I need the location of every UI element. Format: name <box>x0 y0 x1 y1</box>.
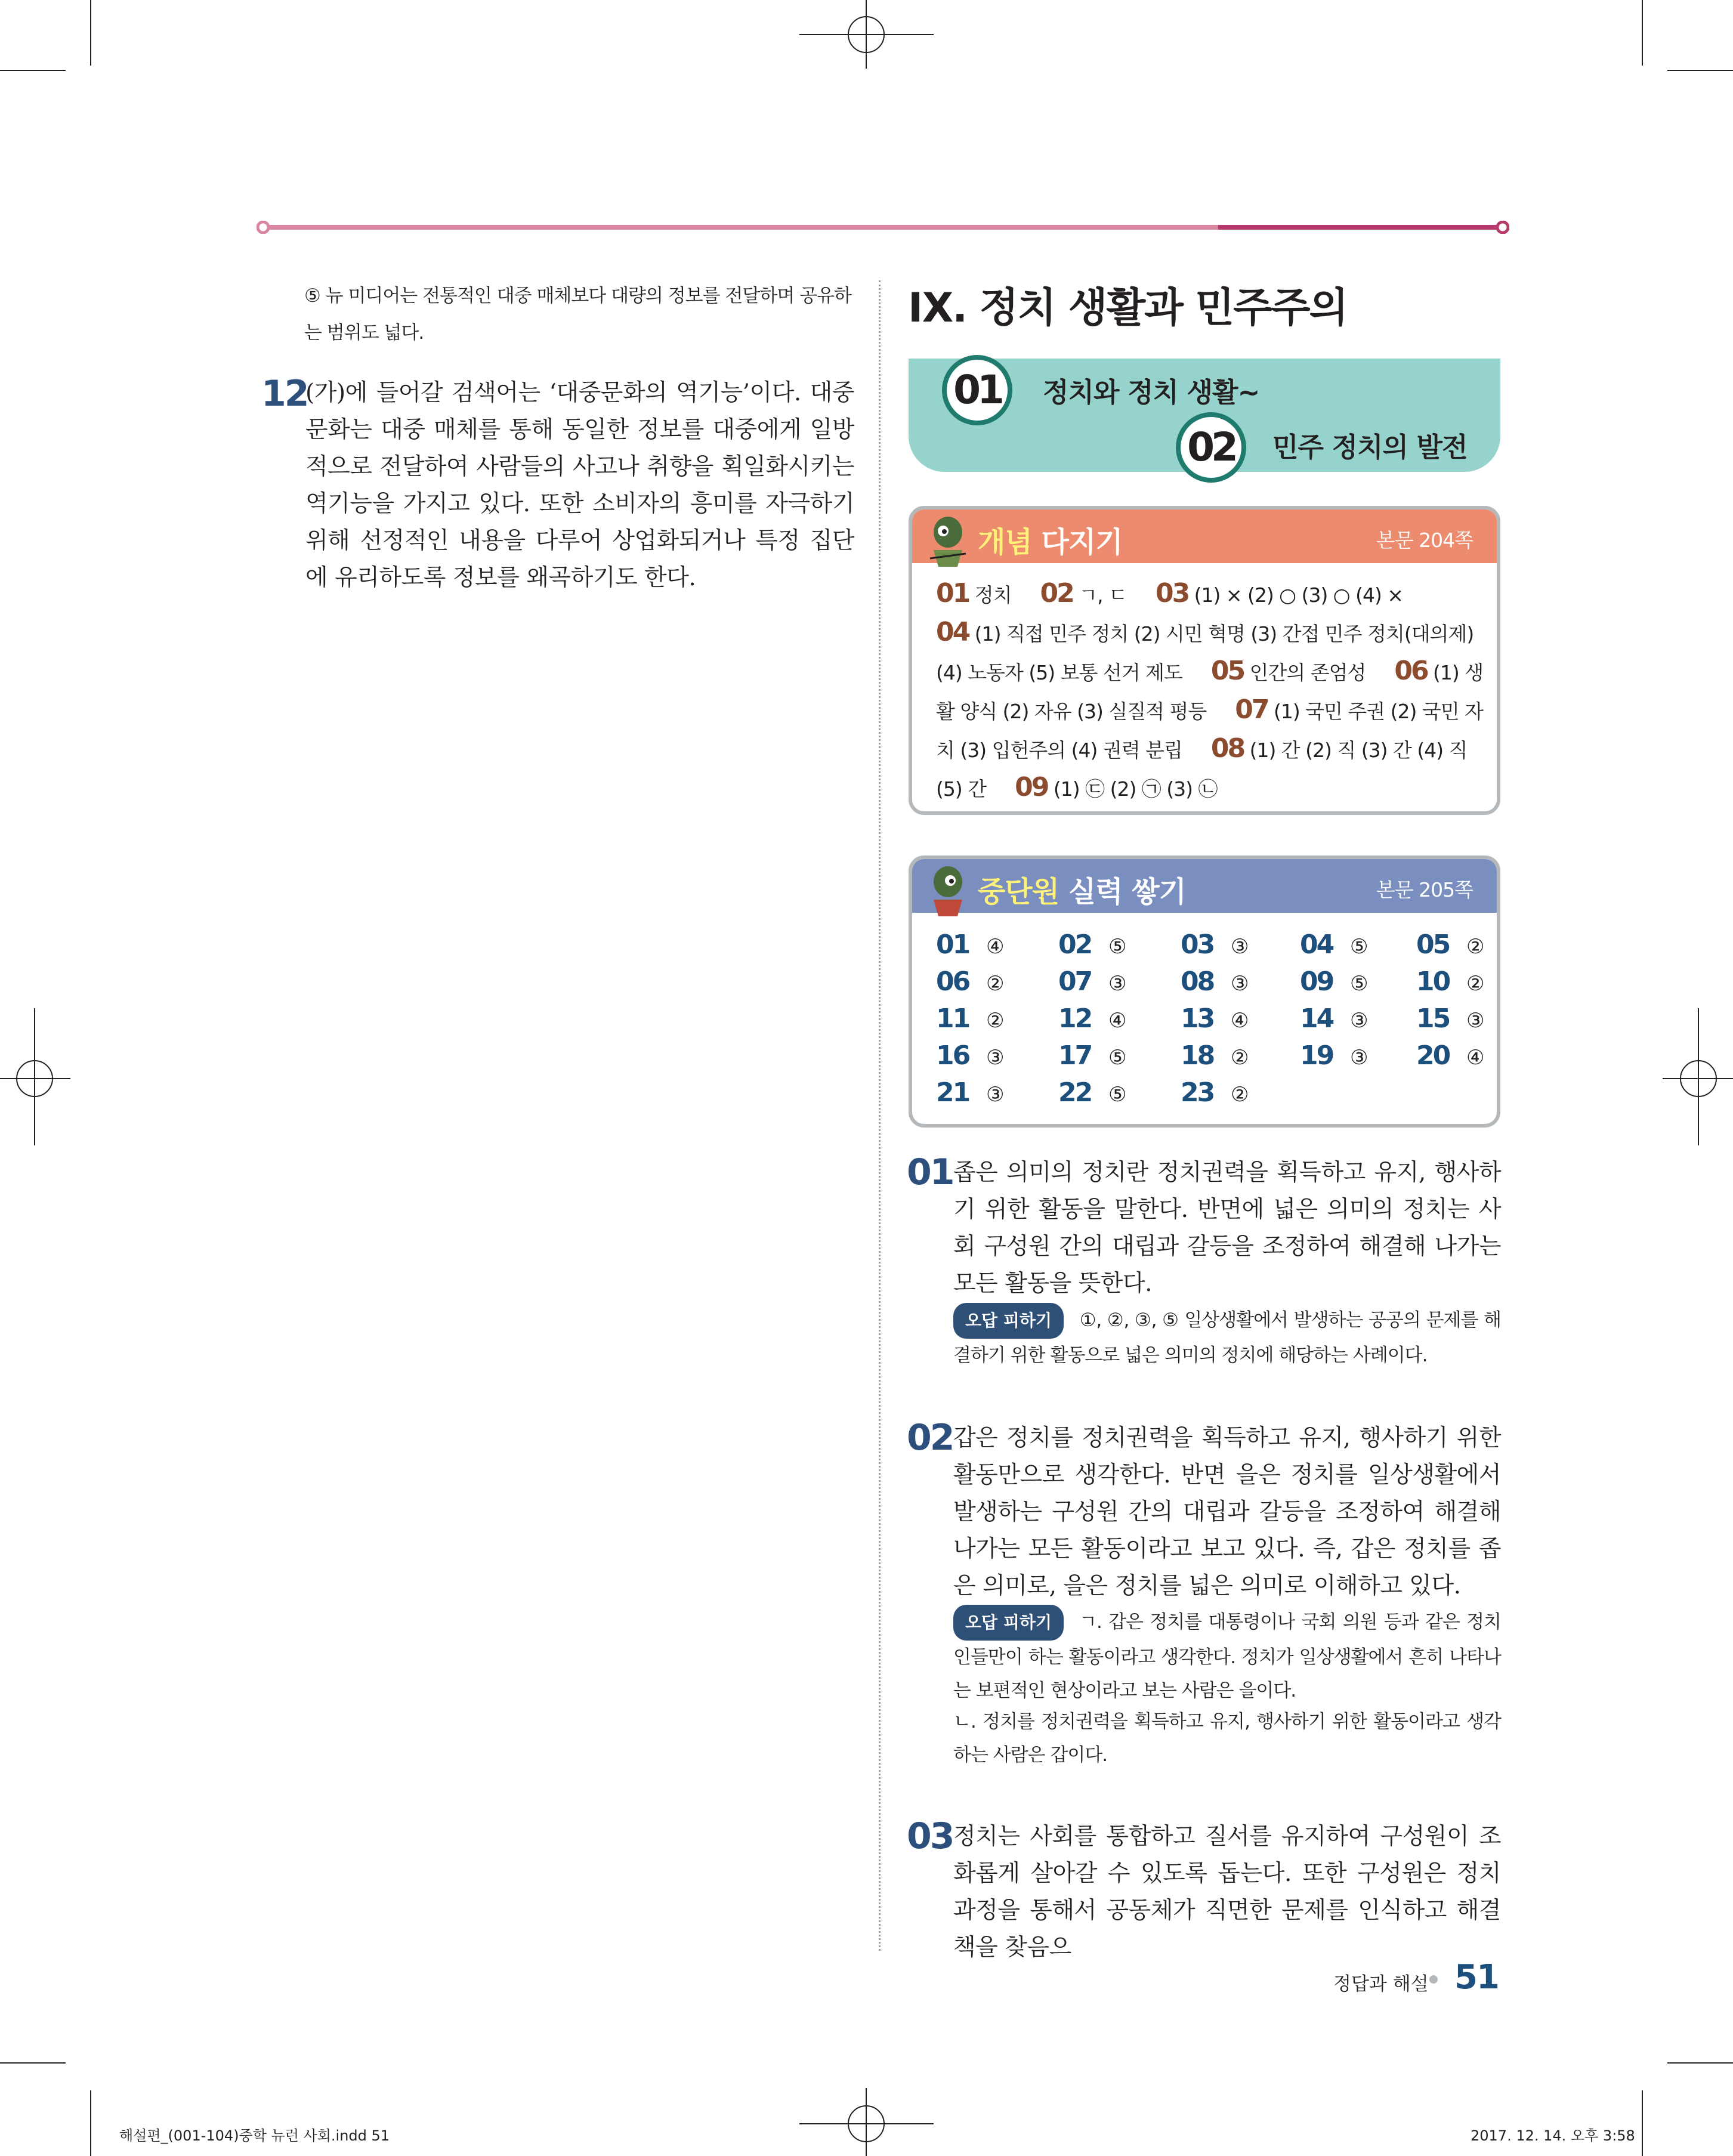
concept-answer-number: 03 <box>1155 578 1189 609</box>
unit-number-1: 01 <box>942 355 1012 425</box>
concept-answer-text: (1) 간 (2) 직 (3) 간 (4) 직 <box>1244 739 1468 762</box>
unit-number-2: 02 <box>1176 412 1246 483</box>
midterm-answer-choice: ⑤ <box>1102 1083 1127 1107</box>
midterm-answer-number: 22 <box>1058 1077 1092 1108</box>
midterm-answer-number: 12 <box>1058 1003 1092 1034</box>
midterm-answer-22 <box>1058 1077 1127 1108</box>
section-title: Ⅸ. 정치 생활과 민주주의 <box>908 285 1348 332</box>
midterm-page-ref: 본문 205쪽 <box>1376 878 1473 901</box>
explanation-01-wrong-answer <box>953 1303 1501 1372</box>
column-divider <box>879 280 881 1951</box>
mascot-icon <box>924 514 972 568</box>
explanation-number-03: 03 <box>907 1815 953 1857</box>
concept-answer-text: (1) 국민 주권 (2) 국민 자 <box>1268 700 1484 723</box>
midterm-answer-13 <box>1181 1003 1249 1034</box>
concept-answer-number: 05 <box>1210 656 1244 686</box>
midterm-answer-number: 21 <box>936 1077 969 1108</box>
concept-answer-number: 02 <box>1040 578 1073 609</box>
page-number: 51 <box>1454 1958 1499 1997</box>
concept-answer-text: ㄱ, ㄷ <box>1073 583 1127 607</box>
midterm-answer-number: 05 <box>1416 929 1450 960</box>
midterm-answer-number: 18 <box>1181 1040 1214 1071</box>
concept-check-title <box>978 519 1123 560</box>
midterm-answer-15 <box>1416 1003 1485 1034</box>
concept-check-page-ref: 본문 204쪽 <box>1376 529 1473 552</box>
midterm-title-a: 중단원 <box>978 875 1059 909</box>
midterm-answer-number: 06 <box>936 966 969 997</box>
explanation-01-text: 좁은 의미의 정치란 정치권력을 획득하고 유지, 행사하기 위한 활동을 말한다. 반면에 넓은 의미의 정치는 사회 구성원 간의 대립과 갈등을 조정하여 해결해 나가는 모든 활동을 뜻한다. <box>953 1159 1501 1297</box>
midterm-title-b: 실력 쌓기 <box>1068 875 1187 909</box>
concept-answer-text: 정치 <box>969 583 1012 607</box>
midterm-answer-02 <box>1058 929 1127 960</box>
midterm-answer-09 <box>1300 966 1369 997</box>
midterm-answer-04 <box>1300 929 1369 960</box>
concept-answer-line <box>936 653 1484 691</box>
concept-check-answers <box>936 575 1484 808</box>
midterm-answer-choice: ⑤ <box>1343 935 1369 959</box>
question-number-12: 12 <box>261 373 308 415</box>
midterm-answer-choice: ③ <box>980 1046 1005 1070</box>
midterm-answer-choice: ③ <box>1102 972 1127 996</box>
midterm-answer-20 <box>1416 1040 1485 1071</box>
midterm-answer-11 <box>936 1003 1005 1034</box>
concept-answer-text: 치 (3) 입헌주의 (4) 권력 분립 <box>936 739 1182 762</box>
midterm-answer-21 <box>936 1077 1005 1108</box>
midterm-answer-choice: ⑤ <box>1102 935 1127 959</box>
midterm-answer-number: 08 <box>1181 966 1214 997</box>
unit-title-2: 민주 정치의 발전 <box>1272 431 1468 463</box>
midterm-answer-choice: ③ <box>1224 972 1249 996</box>
concept-check-box <box>909 506 1500 815</box>
concept-answer-number: 01 <box>936 578 969 609</box>
midterm-answer-number: 10 <box>1416 966 1450 997</box>
midterm-answer-number: 09 <box>1300 966 1333 997</box>
midterm-answer-choice: ② <box>1460 935 1485 959</box>
midterm-answer-17 <box>1058 1040 1127 1071</box>
concept-answer-text: 활 양식 (2) 자유 (3) 실질적 평등 <box>936 700 1207 723</box>
midterm-answer-choice: ② <box>1224 1046 1249 1070</box>
explanation-number-02: 02 <box>907 1417 953 1459</box>
midterm-answer-number: 16 <box>936 1040 969 1071</box>
concept-answer-number: 06 <box>1394 656 1428 686</box>
header-rule <box>257 221 1509 234</box>
concept-answer-number: 08 <box>1210 733 1244 764</box>
midterm-answer-number: 01 <box>936 929 969 960</box>
midterm-answer-choice: ⑤ <box>1343 972 1369 996</box>
explanation-number-01: 01 <box>907 1151 953 1193</box>
midterm-answer-choice: ② <box>980 972 1005 996</box>
explanation-02-text: 갑은 정치를 정치권력을 획득하고 유지, 행사하기 위한 활동만으로 생각한다. 반면 을은 정치를 일상생활에서 발생하는 구성원 간의 대립과 갈등을 조정하여 해결해 나가는 모든 활동이라고 보고 있다. 즉, 갑은 정치를 좁은 의미로, 을은 정치를 넓은 의미로 이해하고 있다. <box>953 1425 1501 1599</box>
midterm-answer-choice: ② <box>980 1009 1005 1033</box>
midterm-answer-number: 03 <box>1181 929 1214 960</box>
concept-answer-text: (1) 생 <box>1427 661 1484 684</box>
concept-answer-line <box>936 575 1461 614</box>
concept-answer-text: 인간의 존엄성 <box>1244 661 1366 684</box>
concept-check-title-a: 개념 <box>978 526 1032 559</box>
midterm-answer-03 <box>1181 929 1249 960</box>
midterm-answer-05 <box>1416 929 1485 960</box>
midterm-answer-19 <box>1300 1040 1369 1071</box>
midterm-title <box>978 869 1186 910</box>
concept-answer-line <box>936 691 1484 730</box>
print-slug-file: 해설편_(001-104)중학 뉴런 사회.indd 51 <box>119 2127 390 2144</box>
unit-title-1: 정치와 정치 생활~ <box>1043 376 1260 408</box>
wrong-answer-badge: 오답 피하기 <box>953 1605 1064 1641</box>
midterm-answer-choice: ③ <box>1224 935 1249 959</box>
midterm-answer-14 <box>1300 1003 1369 1034</box>
explanation-01-wrong-answer-text: ①, ②, ③, ⑤ 일상생활에서 발생하는 공공의 문제를 해결하기 위한 활동으로 넓은 의미의 정치에 해당하는 사례이다. <box>953 1309 1501 1366</box>
concept-answer-text: (1) ㉢ (2) ㉠ (3) ㉡ <box>1048 777 1218 801</box>
midterm-answer-10 <box>1416 966 1485 997</box>
midterm-answer-choice: ③ <box>1343 1046 1369 1070</box>
midterm-answer-16 <box>936 1040 1005 1071</box>
print-slug-date: 2017. 12. 14. 오후 3:58 <box>1471 2127 1635 2144</box>
explanation-02-wrong-answer-b: ㄴ. 정치를 정치권력을 획득하고 유지, 행사하기 위한 활동이라고 생각하는 사람은 갑이다. <box>953 1711 1501 1766</box>
footer-label: 정답과 해설 <box>1333 1973 1429 1995</box>
concept-answer-line <box>936 769 1461 808</box>
midterm-answer-choice: ⑤ <box>1102 1046 1127 1070</box>
mascot-icon <box>924 864 972 918</box>
midterm-answer-number: 19 <box>1300 1040 1333 1071</box>
question-12-explanation: (가)에 들어갈 검색어는 ‘대중문화의 역기능’이다. 대중문화는 대중 매체를 통해 동일한 정보를 대중에게 일방적으로 전달하여 사람들의 사고나 취향을 획일화시키는 역기능을 가지고 있다. 또한 소비자의 흥미를 자극하기 위해 선정적인 내용을 다루어 상업화되거나 특정 집단에 유리하도록 정보를 왜곡하기도 한다. <box>305 379 854 591</box>
midterm-header <box>912 859 1497 913</box>
concept-check-title-b: 다지기 <box>1041 526 1123 559</box>
unit-banner <box>909 359 1500 472</box>
midterm-answer-choice: ② <box>1460 972 1485 996</box>
wrong-answer-badge: 오답 피하기 <box>953 1303 1064 1339</box>
concept-answer-number: 07 <box>1235 694 1268 725</box>
midterm-answer-number: 02 <box>1058 929 1092 960</box>
midterm-answer-number: 13 <box>1181 1003 1214 1034</box>
explanation-03-text: 정치는 사회를 통합하고 질서를 유지하여 구성원이 조화롭게 살아갈 수 있도록 돕는다. 또한 구성원은 정치 과정을 통해서 공동체가 직면한 문제를 인식하고 해결책을 찾음으 <box>953 1823 1501 1961</box>
midterm-answer-number: 14 <box>1300 1003 1333 1034</box>
midterm-answer-number: 11 <box>936 1003 969 1034</box>
midterm-answer-number: 15 <box>1416 1003 1450 1034</box>
midterm-answer-choice: ③ <box>1343 1009 1369 1033</box>
concept-answer-text: (4) 노동자 (5) 보통 선거 제도 <box>936 661 1182 684</box>
concept-answer-text: (1) 직접 민주 정치 (2) 시민 혁명 (3) 간접 민주 정치(대의제) <box>969 622 1474 645</box>
concept-answer-line <box>936 730 1468 769</box>
midterm-box <box>909 855 1500 1128</box>
note-5: ⑤ 뉴 미디어는 전통적인 대중 매체보다 대량의 정보를 전달하며 공유하는 범위도 넓다. <box>304 285 851 344</box>
midterm-answer-choice: ③ <box>980 1083 1005 1107</box>
midterm-answer-choice: ④ <box>980 935 1005 959</box>
midterm-answer-12 <box>1058 1003 1127 1034</box>
midterm-answer-08 <box>1181 966 1249 997</box>
footer-dot <box>1429 1975 1438 1984</box>
concept-answer-text: (5) 간 <box>936 777 987 801</box>
midterm-answer-choice: ④ <box>1102 1009 1127 1033</box>
midterm-answer-choice: ② <box>1224 1083 1249 1107</box>
explanation-02-wrong-answer <box>953 1605 1501 1707</box>
midterm-answer-18 <box>1181 1040 1249 1071</box>
concept-answer-line <box>936 614 1474 653</box>
explanation-02-wrong-answer-a: ㄱ. 갑은 정치를 대통령이나 국회 의원 등과 같은 정치인들만이 하는 활동이라고 생각한다. 정치가 일상생활에서 흔히 나타나는 보편적인 현상이라고 보는 사람은 을이다. <box>953 1611 1501 1701</box>
midterm-answer-07 <box>1058 966 1127 997</box>
concept-answer-number: 04 <box>936 617 969 647</box>
midterm-answer-number: 17 <box>1058 1040 1092 1071</box>
midterm-answer-06 <box>936 966 1005 997</box>
midterm-answer-choice: ④ <box>1224 1009 1249 1033</box>
midterm-answer-number: 20 <box>1416 1040 1450 1071</box>
concept-answer-text: (1) × (2) ○ (3) ○ (4) × <box>1188 583 1403 607</box>
concept-answer-number: 09 <box>1015 772 1048 802</box>
midterm-answer-choice: ④ <box>1460 1046 1485 1070</box>
concept-check-header <box>912 509 1497 563</box>
midterm-answer-number: 04 <box>1300 929 1333 960</box>
midterm-answer-01 <box>936 929 1005 960</box>
midterm-answer-choice: ③ <box>1460 1009 1485 1033</box>
midterm-answer-23 <box>1181 1077 1249 1108</box>
midterm-answer-number: 07 <box>1058 966 1092 997</box>
midterm-answer-number: 23 <box>1181 1077 1214 1108</box>
